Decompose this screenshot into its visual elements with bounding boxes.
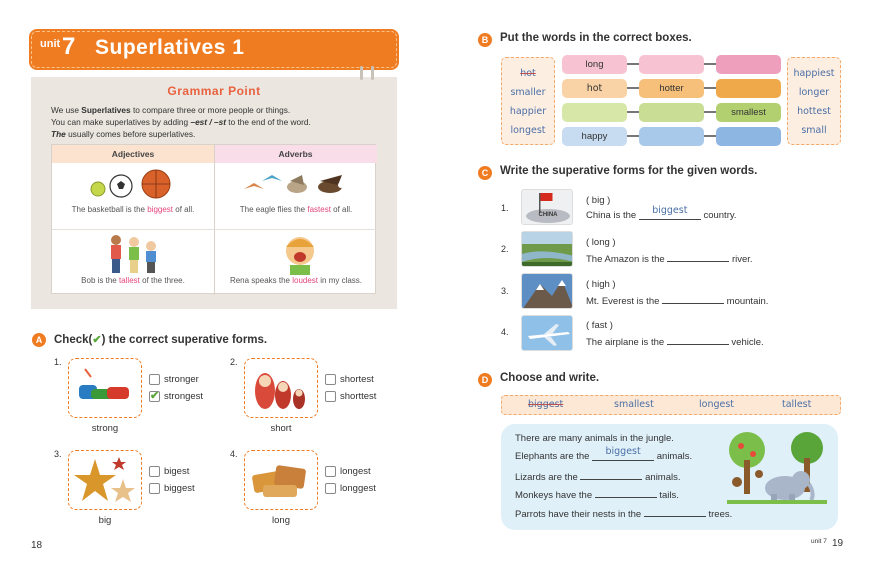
section-a-badge: A [32, 333, 46, 347]
bread-picture [244, 450, 318, 510]
item-4-option-1-checkbox[interactable] [325, 466, 336, 477]
d-line-3-answer-blank[interactable] [580, 470, 642, 480]
d-bank-word: smallest [614, 399, 654, 410]
item-4-option-1: longest [340, 466, 371, 477]
jungle-animals-icon [727, 428, 827, 504]
d-line-2-answer[interactable]: biggest [605, 446, 641, 457]
c-item-2-answer-blank[interactable] [667, 252, 729, 262]
c-item-1-word: ( big ) [586, 195, 611, 206]
column-divider [214, 145, 215, 295]
box-row3-col1[interactable] [562, 103, 627, 122]
box-row2-col2[interactable]: hotter [639, 79, 704, 98]
word-bank-item: happiest [793, 68, 835, 79]
right-unit-label: unit 7 [811, 538, 827, 545]
grammar-explanation: We use Superlatives to compare three or more people or things. You can make superlatives by adding –est / –st to the end of the word. The usually comes before superlatives. [51, 105, 311, 139]
item-1-option-2: strongest [164, 391, 204, 402]
birds-icon [242, 171, 352, 199]
item-1-option-1: stronger [164, 374, 199, 385]
unit-number: 7 [62, 33, 76, 60]
box-row2-col3[interactable] [716, 79, 781, 98]
d-bank-word: tallest [782, 399, 812, 410]
d-bank-word: longest [699, 399, 735, 410]
item-3-option-1: bigest [164, 466, 190, 477]
grammar-point-title: Grammar Point [167, 84, 261, 98]
box-row3-col3[interactable]: smallest [716, 103, 781, 122]
c-item-4-number: 4. [501, 327, 509, 337]
bread-icon [245, 451, 317, 509]
item-2-word: short [270, 423, 292, 434]
adjectives-header: Adjectives [52, 145, 214, 163]
c-item-3-answer-blank[interactable] [662, 294, 724, 304]
c-item-3-number: 3. [501, 286, 509, 296]
item-3-option-1-checkbox[interactable] [149, 466, 160, 477]
china-label: CHINA [538, 212, 558, 218]
starfish-icon [69, 451, 141, 509]
unit-label: unit [40, 38, 61, 50]
c-item-1-answer[interactable]: biggest [652, 205, 688, 216]
connector [704, 87, 716, 89]
airplane-icon [522, 316, 573, 351]
word-bank-item: hot [520, 68, 536, 79]
c-item-4-answer-blank[interactable] [667, 335, 729, 345]
box-row1-col3[interactable] [716, 55, 781, 74]
left-word-bank [501, 57, 555, 145]
c-item-2-word: ( long ) [586, 237, 616, 248]
item-2-number: 2. [230, 357, 238, 367]
shouting-girl-icon [278, 231, 322, 275]
c-item-2-number: 2. [501, 244, 509, 254]
dumbbells-icon [69, 359, 141, 417]
item-4-option-2-checkbox[interactable] [325, 483, 336, 494]
adjective-sentence-1: The basketball is the biggest of all. [71, 205, 195, 214]
item-1-word: strong [91, 423, 119, 434]
d-line-3: Lizards are the animals. [515, 472, 681, 483]
grammar-table [51, 144, 376, 294]
left-page-number: 18 [31, 540, 43, 551]
d-line-1: There are many animals in the jungle. [515, 433, 674, 444]
word-bank-item: happier [509, 106, 547, 117]
item-3-option-2: biggest [164, 483, 195, 494]
section-d-title: Choose and write. [500, 372, 600, 384]
river-icon [522, 232, 573, 267]
item-2-option-2: shorttest [340, 391, 377, 402]
connector [627, 111, 639, 113]
china-photo [521, 189, 573, 225]
box-row4-col2[interactable] [639, 127, 704, 146]
word-bank-item: longer [798, 87, 830, 98]
word-bank-item: small [801, 125, 827, 136]
c-item-3-word: ( high ) [586, 279, 616, 290]
item-2-option-2-checkbox[interactable] [325, 391, 336, 402]
item-4-word: long [272, 515, 290, 526]
unit-title: Superlatives 1 [95, 36, 245, 59]
adjective-sentence-2: Bob is the tallest of the three. [81, 276, 185, 285]
box-row2-col1[interactable]: hot [562, 79, 627, 98]
right-page-number: 19 [832, 538, 844, 549]
everest-photo [521, 273, 573, 309]
connector [704, 135, 716, 137]
connector [704, 63, 716, 65]
binder-clip-icon [371, 66, 374, 80]
nesting-dolls-picture [244, 358, 318, 418]
c-item-4-word: ( fast ) [586, 320, 613, 331]
word-bank-item: hottest [797, 106, 831, 117]
item-1-option-1-checkbox[interactable] [149, 374, 160, 385]
d-line-4-answer-blank[interactable] [595, 488, 657, 498]
china-flag-icon [522, 190, 573, 225]
box-row4-col3[interactable] [716, 127, 781, 146]
item-2-option-1-checkbox[interactable] [325, 374, 336, 385]
item-1-option-2-checkbox[interactable] [149, 391, 160, 402]
d-line-4: Monkeys have the tails. [515, 490, 679, 501]
c-item-2-sentence: The Amazon is the river. [586, 254, 753, 265]
item-2-option-1: shortest [340, 374, 374, 385]
word-bank-item: smaller [510, 87, 546, 98]
item-4-option-2: longgest [340, 483, 376, 494]
item-4-number: 4. [230, 449, 238, 459]
amazon-photo [521, 231, 573, 267]
item-1-number: 1. [54, 357, 62, 367]
section-c-title: Write the superative forms for the given words. [500, 165, 758, 177]
dumbbells-picture [68, 358, 142, 418]
c-item-1-number: 1. [501, 203, 509, 213]
section-c-badge: C [478, 166, 492, 180]
nesting-dolls-icon [245, 359, 317, 417]
adverb-sentence-1: The eagle flies the fastest of all. [239, 205, 353, 214]
connector [627, 87, 639, 89]
c-item-4-sentence: The airplane is the vehicle. [586, 337, 764, 348]
connector [627, 63, 639, 65]
airplane-photo [521, 315, 573, 351]
row-divider [52, 229, 377, 230]
box-row3-col2[interactable] [639, 103, 704, 122]
d-bank-word: biggest [528, 399, 564, 410]
right-word-bank [787, 57, 841, 145]
adverb-sentence-2: Rena speaks the loudest in my class. [229, 276, 363, 285]
box-row1-col2[interactable] [639, 55, 704, 74]
section-d-badge: D [478, 373, 492, 387]
c-item-1-sentence: China is the biggest country. [586, 205, 737, 221]
box-row1-col1[interactable]: long [562, 55, 627, 74]
connector [704, 111, 716, 113]
d-line-2: Elephants are the biggest animals. [515, 446, 693, 462]
binder-clip-icon [360, 66, 363, 80]
d-line-5: Parrots have their nests in the trees. [515, 509, 733, 520]
starfish-picture [68, 450, 142, 510]
section-a-title: Check(✔) the correct superative forms. [54, 334, 268, 346]
item-3-option-2-checkbox[interactable] [149, 483, 160, 494]
word-bank-item: longest [510, 125, 546, 136]
section-b-title: Put the words in the correct boxes. [500, 32, 692, 44]
check-icon: ✔ [150, 390, 160, 402]
item-3-number: 3. [54, 449, 62, 459]
three-boys-icon [104, 233, 164, 275]
connector [627, 135, 639, 137]
balls-icon [88, 169, 178, 201]
mountain-icon [522, 274, 573, 309]
adverbs-header: Adverbs [214, 145, 377, 163]
c-item-3-sentence: Mt. Everest is the mountain. [586, 296, 769, 307]
d-line-5-answer-blank[interactable] [644, 507, 706, 517]
section-b-badge: B [478, 33, 492, 47]
item-3-word: big [98, 515, 112, 526]
box-row4-col1[interactable]: happy [562, 127, 627, 146]
